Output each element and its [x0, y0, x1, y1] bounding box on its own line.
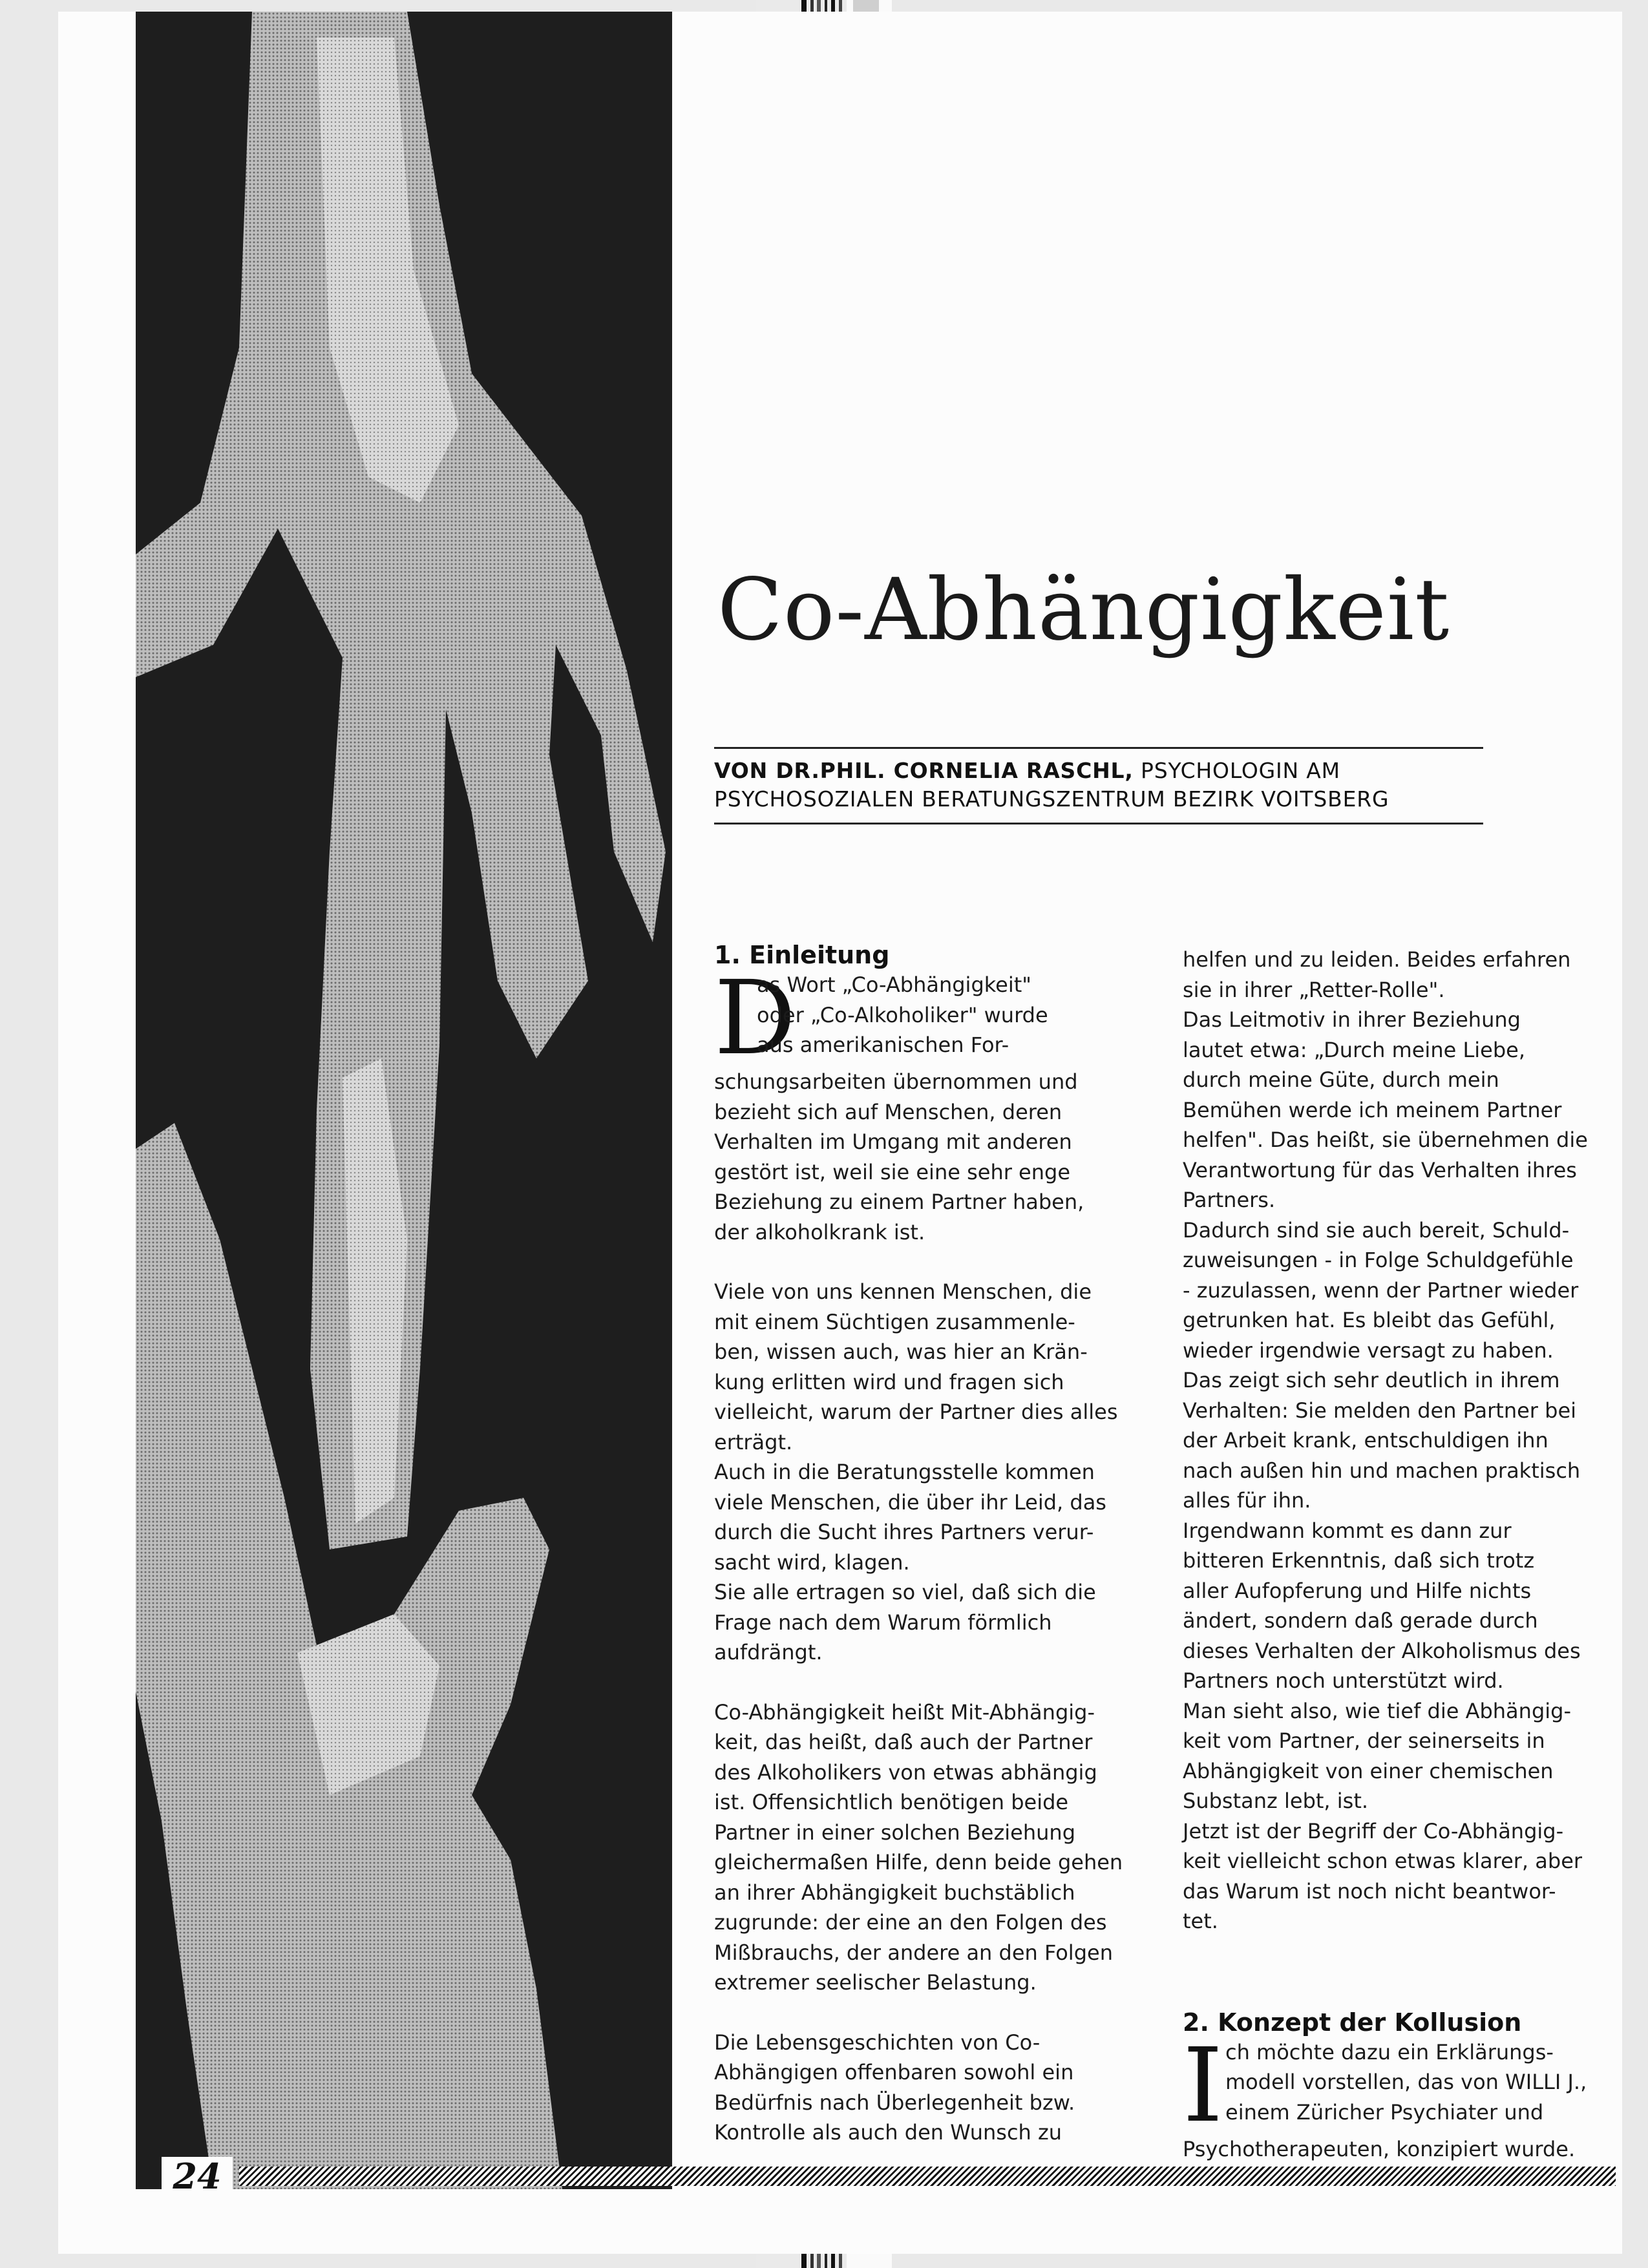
text-line: Abhängigen offenbaren sowohl ein — [714, 2060, 1074, 2084]
text-line: Man sieht also, wie tief die Abhängig- — [1183, 1698, 1571, 1723]
text-line: Das zeigt sich sehr deutlich in ihrem — [1183, 1368, 1560, 1392]
drop-cap-letter: D — [714, 959, 796, 1078]
text-line: Mißbrauchs, der andere an den Folgen — [714, 1940, 1113, 1965]
text-line: Dadurch sind sie auch bereit, Schuld- — [1183, 1217, 1570, 1243]
text-line: aufdrängt. — [714, 1640, 823, 1664]
text-line: modell vorstellen, das von WILLI J., — [1225, 2070, 1587, 2094]
text-column-2 — [1183, 945, 1603, 2164]
text-line: des Alkoholikers von etwas abhängig — [714, 1759, 1097, 1785]
text-line: Kontrolle als auch den Wunsch zu — [714, 2120, 1062, 2145]
text-line: Abhängigkeit von einer chemischen — [1183, 1758, 1554, 1783]
author-role: PSYCHOLOGIN AM — [1133, 758, 1340, 783]
text-line: Bemühen werde ich meinem Partner — [1183, 1097, 1562, 1122]
text-line: Auch in die Beratungsstelle kommen — [714, 1460, 1095, 1484]
text-line: getrunken hat. Es bleibt das Gefühl, — [1183, 1308, 1556, 1332]
text-line: Partners. — [1183, 1188, 1276, 1212]
text-line: tet. — [1183, 1909, 1218, 1933]
text-line: gestört ist, weil sie eine sehr enge — [714, 1159, 1071, 1184]
text-line: viele Menschen, die über ihr Leid, das — [714, 1489, 1106, 1515]
text-line: Bedürfnis nach Überlegenheit bzw. — [714, 2090, 1075, 2115]
text-line: Beziehung zu einem Partner haben, — [714, 1190, 1084, 1214]
text-line: durch meine Güte, durch mein — [1183, 1067, 1499, 1092]
drop-cap-paragraph — [714, 959, 1115, 1078]
text-line: Partner in einer solchen Beziehung — [714, 1820, 1076, 1845]
author-name: VON DR.PHIL. CORNELIA RASCHL, — [714, 758, 1134, 783]
text-line: bezieht sich auf Menschen, deren — [714, 1099, 1062, 1124]
text-line: mit einem Süchtigen zusammenle- — [714, 1309, 1075, 1334]
author-institution: PSYCHOSOZIALEN BERATUNGSZENTRUM BEZIRK VOITSBERG — [714, 786, 1389, 812]
text-line: Psychotherapeuten, konzipiert wurde. — [1183, 2136, 1576, 2161]
text-line: Irgendwann kommt es dann zur — [1183, 1518, 1512, 1543]
text-line: keit vielleicht schon etwas klarer, aber — [1183, 1849, 1583, 1873]
text-line: helfen". Das heißt, sie übernehmen die — [1183, 1128, 1588, 1152]
text-line: ändert, sondern daß gerade durch — [1183, 1608, 1538, 1633]
text-line: aller Aufopferung und Hilfe nichts — [1183, 1578, 1532, 1603]
article-title: Co-Abhängigkeit — [717, 560, 1450, 660]
text-line: dieses Verhalten der Alkoholismus des — [1183, 1638, 1581, 1663]
text-line: alles für ihn. — [1183, 1488, 1311, 1513]
text-line: - zuzulassen, wenn der Partner wieder — [1183, 1277, 1579, 1303]
text-line: bitteren Erkenntnis, daß sich trotz — [1183, 1548, 1535, 1573]
text-line: sie in ihrer „Retter-Rolle". — [1183, 977, 1445, 1002]
section-heading-kollusion: 2. Konzept der Kollusion — [1183, 2008, 1522, 2037]
text-column-1 — [714, 940, 1123, 2148]
text-line: extremer seelischer Belastung. — [714, 1970, 1037, 1995]
text-line: oder „Co-Alkoholiker" wurde — [757, 1002, 1048, 1027]
page-number: 24 — [162, 2157, 233, 2196]
text-line: gleichermaßen Hilfe, denn beide gehen — [714, 1850, 1123, 1874]
text-line: einem Züricher Psychiater und — [1225, 2099, 1544, 2125]
text-line: vielleicht, warum der Partner dies alles — [714, 1400, 1118, 1424]
text-line: kung erlitten wird und fragen sich — [714, 1369, 1064, 1394]
author-byline — [714, 747, 1483, 824]
text-line: Verhalten im Umgang mit anderen — [714, 1129, 1072, 1154]
text-line: Verantwortung für das Verhalten ihres — [1183, 1157, 1577, 1182]
text-line: aus amerikanischen For- — [757, 1033, 1009, 1057]
text-line: erträgt. — [714, 1429, 793, 1454]
text-line: ch möchte dazu ein Erklärungs- — [1225, 2039, 1554, 2064]
text-line: an ihrer Abhängigkeit buchstäblich — [714, 1880, 1075, 1905]
text-line: ist. Offensichtlich benötigen beide — [714, 1790, 1069, 1814]
drop-cap-letter-2: I — [1183, 2026, 1223, 2145]
text-line: der alkoholkrank ist. — [714, 1219, 925, 1244]
drop-cap-lines — [757, 970, 1115, 1067]
byline-line-1 — [714, 757, 1483, 785]
text-line: lautet etwa: „Durch meine Liebe, — [1183, 1037, 1526, 1062]
text-line: Das Leitmotiv in ihrer Beziehung — [1183, 1007, 1521, 1032]
text-line: Die Lebensgeschichten von Co- — [714, 2030, 1041, 2055]
text-line: Viele von uns kennen Menschen, die — [714, 1279, 1092, 1304]
text-line: sacht wird, klagen. — [714, 1549, 910, 1575]
text-line: der Arbeit krank, entschuldigen ihn — [1183, 1428, 1548, 1453]
text-line: Frage nach dem Warum förmlich — [714, 1610, 1052, 1635]
text-line: helfen und zu leiden. Beides erfahren — [1183, 947, 1571, 972]
text-line: Sie alle ertragen so viel, daß sich die — [714, 1580, 1096, 1604]
text-line: durch die Sucht ihres Partners verur- — [714, 1520, 1094, 1544]
text-line: Verhalten: Sie melden den Partner bei — [1183, 1398, 1577, 1423]
text-line: das Warum ist noch nicht beantwor- — [1183, 1878, 1556, 1904]
text-line: keit, das heißt, daß auch der Partner — [714, 1730, 1093, 1754]
hands-photo — [136, 12, 672, 2189]
text-line: Substanz lebt, ist. — [1183, 1789, 1369, 1813]
section-heading-einleitung: 1. Einleitung — [714, 941, 890, 969]
text-line: nach außen hin und machen praktisch — [1183, 1458, 1581, 1483]
text-line: wieder irgendwie versagt zu haben. — [1183, 1338, 1554, 1363]
text-line: keit vom Partner, der seinerseits in — [1183, 1728, 1545, 1753]
drop-cap-paragraph-2 — [1183, 2026, 1603, 2145]
text-line: as Wort „Co-Abhängigkeit" — [757, 972, 1031, 997]
text-line: zuweisungen - in Folge Schuldgefühle — [1183, 1248, 1574, 1272]
text-line: schungsarbeiten übernommen und — [714, 1069, 1078, 1094]
reaching-hands-illustration — [136, 12, 672, 2189]
text-line: Partners noch unterstützt wird. — [1183, 1668, 1504, 1693]
text-line: ben, wissen auch, was hier an Krän- — [714, 1339, 1088, 1364]
text-line: Co-Abhängigkeit heißt Mit-Abhängig- — [714, 1699, 1095, 1725]
drop-cap-lines-2 — [1225, 2037, 1603, 2134]
text-line: zugrunde: der eine an den Folgen des — [714, 1910, 1107, 1935]
footer-hatched-bar — [239, 2167, 1616, 2186]
text-line: Jetzt ist der Begriff der Co-Abhängig- — [1183, 1818, 1564, 1843]
